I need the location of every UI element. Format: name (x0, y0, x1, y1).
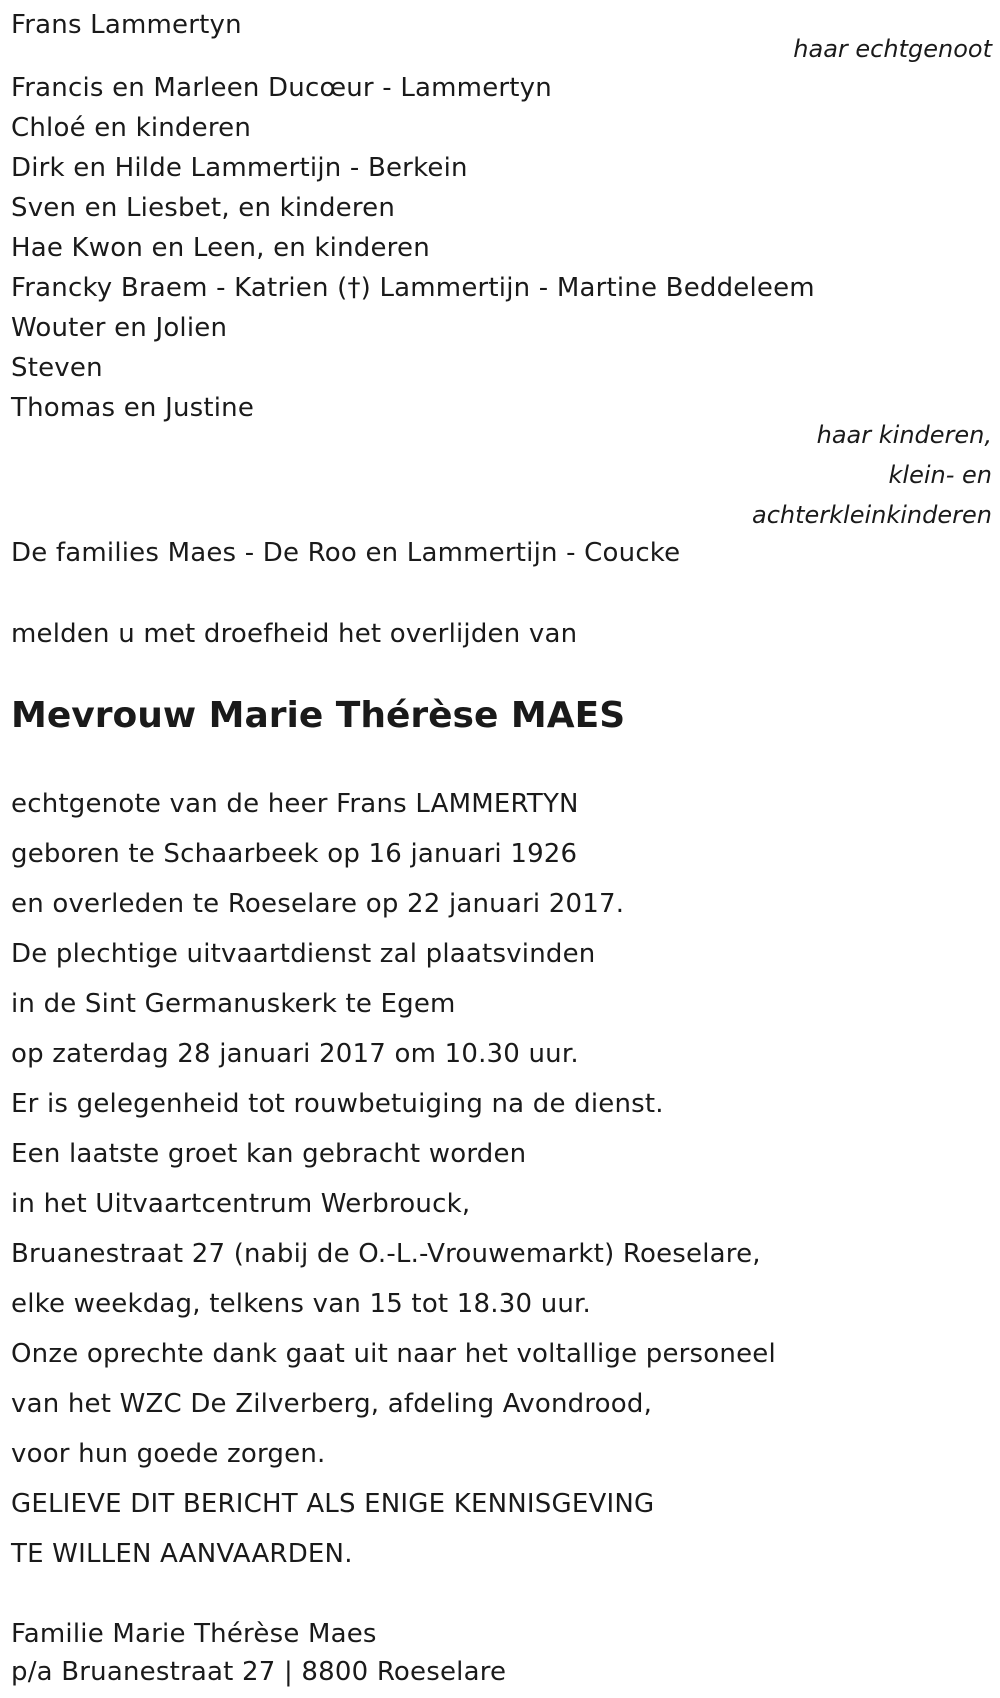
family-line: Wouter en Jolien (11, 313, 228, 343)
detail-line: Onze oprechte dank gaat uit naar het voltallige personeel (11, 1339, 776, 1369)
family-line: Dirk en Hilde Lammertijn - Berkein (11, 153, 468, 183)
family-line: Francky Braem - Katrien (†) Lammertijn - Martine Beddeleem (11, 273, 815, 303)
family-line: Francis en Marleen Ducœur - Lammertyn (11, 73, 552, 103)
detail-line: van het WZC De Zilverberg, afdeling Avondrood, (11, 1389, 653, 1419)
detail-line: in de Sint Germanuskerk te Egem (11, 989, 456, 1019)
children-role-line: haar kinderen, (816, 421, 992, 449)
children-role-line: klein- en (888, 461, 992, 489)
detail-line: geboren te Schaarbeek op 16 januari 1926 (11, 839, 578, 869)
detail-line: elke weekdag, telkens van 15 tot 18.30 uur. (11, 1289, 592, 1319)
detail-line: Bruanestraat 27 (nabij de O.-L.-Vrouwemarkt) Roeselare, (11, 1239, 761, 1269)
family-line: Sven en Liesbet, en kinderen (11, 193, 396, 223)
detail-line: Een laatste groet kan gebracht worden (11, 1139, 527, 1169)
spouse-role: haar echtgenoot (793, 35, 992, 63)
family-line: Chloé en kinderen (11, 113, 252, 143)
detail-line: en overleden te Roeselare op 22 januari 2017. (11, 889, 625, 919)
detail-line: voor hun goede zorgen. (11, 1439, 326, 1469)
detail-line: Er is gelegenheid tot rouwbetuiging na de dienst. (11, 1089, 664, 1119)
family-line: Thomas en Justine (11, 393, 255, 423)
families-line: De families Maes - De Roo en Lammertijn - Coucke (11, 538, 681, 568)
contact-line: p/a Bruanestraat 27 | 8800 Roeselare (11, 1657, 507, 1687)
detail-line: TE WILLEN AANVAARDEN. (11, 1539, 353, 1569)
detail-line: in het Uitvaartcentrum Werbrouck, (11, 1189, 471, 1219)
detail-line: De plechtige uitvaartdienst zal plaatsvinden (11, 939, 596, 969)
detail-line: echtgenote van de heer Frans LAMMERTYN (11, 789, 579, 819)
announcement: melden u met droefheid het overlijden van (11, 619, 578, 649)
detail-line: GELIEVE DIT BERICHT ALS ENIGE KENNISGEVING (11, 1489, 655, 1519)
family-line: Steven (11, 353, 103, 383)
deceased-name: Mevrouw Marie Thérèse MAES (11, 695, 626, 736)
spouse-name: Frans Lammertyn (11, 10, 242, 40)
children-role-line: achterkleinkinderen (752, 501, 992, 529)
family-line: Hae Kwon en Leen, en kinderen (11, 233, 430, 263)
detail-line: op zaterdag 28 januari 2017 om 10.30 uur. (11, 1039, 579, 1069)
contact-line: Familie Marie Thérèse Maes (11, 1619, 377, 1649)
